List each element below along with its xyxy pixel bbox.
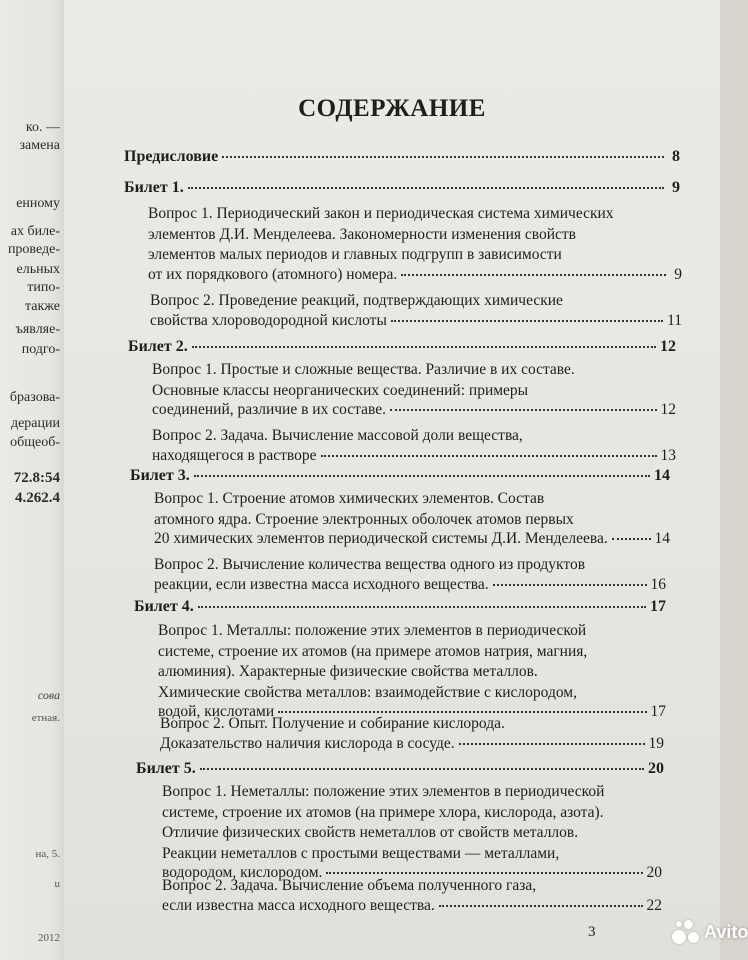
toc-question-text bbox=[162, 876, 662, 897]
toc-question-last-line bbox=[148, 266, 682, 284]
toc-page-number: 14 bbox=[654, 530, 670, 547]
toc-question-line: Вопрос 1. Строение атомов химических элементов. Состав bbox=[154, 490, 545, 507]
toc-question-last-line bbox=[150, 312, 682, 330]
toc-question-line: системе, строение их атомов (на примере атомов натрия, магния, bbox=[158, 642, 588, 660]
dot-leader bbox=[390, 409, 657, 411]
left-page-text-fragment: бразова- bbox=[9, 390, 60, 405]
dot-leader bbox=[278, 711, 646, 713]
left-page-text-fragment: на, 5. bbox=[35, 848, 60, 860]
toc-label: реакции, если известна масса исходного вещества. bbox=[154, 575, 489, 593]
contents-page bbox=[64, 0, 748, 960]
dot-leader bbox=[321, 455, 657, 457]
dot-leader bbox=[194, 475, 650, 477]
toc-label: Предисловие bbox=[124, 148, 219, 165]
show-through-text bbox=[484, 40, 714, 56]
toc-question-last-line bbox=[160, 735, 664, 753]
left-page-text-fragment: 72.8:54 bbox=[13, 470, 60, 486]
toc-page-number: 17 bbox=[650, 598, 666, 615]
toc-question-text bbox=[152, 360, 676, 401]
toc-question-last-line bbox=[152, 447, 676, 465]
toc-question-text bbox=[160, 714, 664, 735]
toc-question-last-line bbox=[154, 576, 666, 594]
left-page-text-fragment: также bbox=[24, 299, 60, 314]
toc-question-last-line bbox=[154, 530, 670, 548]
toc-question-line: элементов малых периодов и главных подгрупп в зависимости bbox=[148, 246, 562, 263]
dot-leader bbox=[200, 768, 644, 770]
toc-question-text bbox=[152, 426, 676, 447]
toc-question-last-line bbox=[162, 897, 662, 915]
toc-label: 20 химических элементов периодической системы Д.И. Менделеева. bbox=[154, 530, 608, 547]
toc-question-line: Химические свойства металлов: взаимодействие с кислородом, bbox=[158, 683, 577, 701]
toc-page-number: 13 bbox=[660, 446, 676, 464]
left-page-text-fragment: 4.262.4 bbox=[15, 490, 60, 506]
toc-question-text bbox=[158, 621, 666, 703]
left-page-text-fragment: дерации bbox=[10, 416, 60, 431]
left-facing-page bbox=[0, 0, 64, 960]
dot-leader bbox=[222, 156, 664, 158]
left-page-text-fragment: ах биле- bbox=[10, 224, 60, 239]
toc-label: Билет 4. bbox=[134, 598, 194, 615]
toc-page-number: 8 bbox=[672, 148, 680, 165]
toc-label: Билет 5. bbox=[136, 760, 196, 777]
page-title: СОДЕРЖАНИЕ bbox=[298, 95, 486, 122]
toc-label: от их порядкового (атомного) номера. bbox=[148, 265, 398, 283]
dot-leader bbox=[401, 274, 666, 276]
toc-page-number: 9 bbox=[674, 265, 682, 283]
toc-question-text bbox=[154, 489, 670, 530]
toc-page-number: 9 bbox=[672, 179, 680, 196]
toc-section-row bbox=[134, 598, 666, 616]
left-page-text-fragment: енному bbox=[16, 196, 60, 211]
dot-leader bbox=[439, 905, 643, 907]
dot-leader bbox=[493, 584, 647, 586]
toc-question-line: алюминия). Характерные физические свойства металлов. bbox=[158, 663, 538, 680]
toc-label: Билет 3. bbox=[130, 467, 190, 484]
left-page-text-fragment: ельных bbox=[16, 262, 60, 277]
toc-question-line: Отличие физических свойств неметаллов от свойств металлов. bbox=[162, 824, 579, 841]
toc-question-line: элементов Д.И. Менделеева. Закономерности изменения свойств bbox=[148, 225, 576, 243]
dot-leader bbox=[198, 606, 646, 608]
left-page-text-fragment: етная. bbox=[31, 712, 60, 724]
toc-question-line: Вопрос 1. Неметаллы: положение этих элементов в периодической bbox=[162, 783, 605, 800]
toc-page-number: 20 bbox=[646, 864, 662, 881]
left-page-text-fragment: u bbox=[54, 878, 60, 890]
toc-question-text bbox=[150, 291, 682, 312]
left-page-text-fragment: общеоб- bbox=[10, 435, 60, 450]
avito-logo-icon bbox=[672, 918, 700, 946]
avito-watermark bbox=[672, 918, 748, 946]
toc-question-last-line bbox=[152, 401, 676, 419]
toc-section-row bbox=[136, 760, 664, 778]
toc-section-row bbox=[130, 467, 670, 485]
toc-section-row bbox=[124, 148, 680, 166]
toc-label: Билет 1. bbox=[124, 179, 184, 196]
toc-question-line: Вопрос 2. Задача. Вычисление объема полученного газа, bbox=[162, 877, 537, 894]
toc-question-line: Вопрос 2. Проведение реакций, подтверждающих химические bbox=[150, 292, 563, 309]
toc-label: соединений, различие в их составе. bbox=[152, 401, 386, 418]
toc-label: Билет 2. bbox=[128, 338, 188, 355]
dot-leader bbox=[326, 872, 642, 874]
toc-question-text bbox=[162, 782, 662, 864]
toc-question-line: Вопрос 2. Задача. Вычисление массовой доли вещества, bbox=[152, 427, 523, 444]
dot-leader bbox=[192, 346, 656, 348]
toc-label: Доказательство наличия кислорода в сосуде. bbox=[160, 734, 455, 752]
toc-page-number: 20 bbox=[648, 760, 664, 777]
toc-question-text bbox=[148, 204, 682, 266]
toc-question-line: атомного ядра. Строение электронных оболочек атомов первых bbox=[154, 510, 574, 528]
toc-question-line: Вопрос 1. Металлы: положение этих элементов в периодической bbox=[158, 622, 587, 639]
page-number: 3 bbox=[588, 924, 596, 940]
toc-page-number: 17 bbox=[650, 703, 666, 720]
toc-page-number: 19 bbox=[648, 734, 664, 752]
left-page-text-fragment: проведе- bbox=[7, 242, 60, 257]
toc-question-line: Вопрос 2. Опыт. Получение и собирание кислорода. bbox=[160, 715, 505, 732]
toc-question-line: Вопрос 1. Периодический закон и периодическая система химических bbox=[148, 205, 614, 222]
toc-page-number: 12 bbox=[660, 338, 676, 355]
toc-label: водой, кислотами bbox=[158, 703, 275, 720]
toc-section-row bbox=[128, 338, 676, 356]
toc-page-number: 12 bbox=[660, 401, 676, 418]
dot-leader bbox=[459, 743, 645, 745]
toc-question-line: Основные классы неорганических соединений: примеры bbox=[152, 381, 529, 399]
toc-question-line: Вопрос 1. Простые и сложные вещества. Различие в их составе. bbox=[152, 361, 575, 378]
left-page-text-fragment: 2012 bbox=[38, 932, 60, 944]
toc-question-line: Реакции неметаллов с простыми веществами — металлами, bbox=[162, 844, 560, 862]
toc-label: свойства хлороводородной кислоты bbox=[150, 311, 387, 329]
toc-page-number: 11 bbox=[667, 311, 682, 329]
toc-page-number: 14 bbox=[654, 467, 670, 484]
left-page-text-fragment: замена bbox=[19, 138, 60, 153]
left-page-text-fragment: подго- bbox=[21, 342, 60, 357]
left-page-text-fragment: ъявляе- bbox=[15, 322, 60, 337]
dot-leader bbox=[391, 320, 663, 322]
toc-label: если известна масса исходного вещества. bbox=[162, 896, 435, 914]
left-page-text-fragment: сова bbox=[37, 688, 60, 702]
toc-question-line: системе, строение их атомов (на примере хлора, кислорода, азота). bbox=[162, 803, 604, 821]
dot-leader bbox=[188, 187, 664, 189]
dot-leader bbox=[612, 538, 651, 540]
watermark-text: Avito bbox=[704, 921, 748, 942]
toc-label: водородом, кислородом. bbox=[162, 864, 323, 881]
left-page-text-fragment: типо- bbox=[27, 280, 60, 295]
toc-question-text bbox=[154, 555, 666, 576]
left-page-text-fragment: ко. — bbox=[25, 120, 60, 135]
toc-page-number: 22 bbox=[646, 896, 662, 914]
toc-question-line: Вопрос 2. Вычисление количества вещества одного из продуктов bbox=[154, 556, 586, 573]
toc-page-number: 16 bbox=[650, 575, 666, 593]
toc-section-row bbox=[124, 179, 680, 197]
toc-label: находящегося в растворе bbox=[152, 446, 317, 464]
